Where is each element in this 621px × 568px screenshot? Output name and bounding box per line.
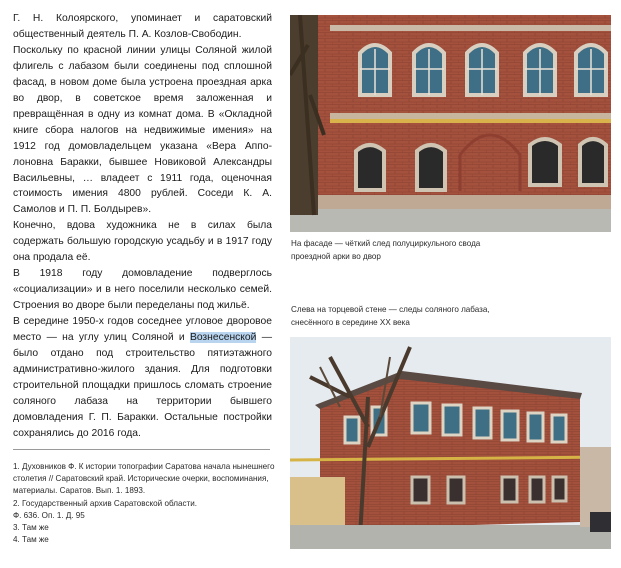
footnote: Ф. 636. Оп. 1. Д. 95 xyxy=(13,510,85,520)
footnote: 4. Там же xyxy=(13,535,49,545)
top-photo-caption: На фасаде — чёткий след полуциркульного свода проездной арки во двор xyxy=(291,239,481,261)
article-body xyxy=(13,11,272,442)
paragraph: Поскольку по красной линии улицы Соляной жилой флигель с лабазом были соединены под сплошной фасад, в новом доме была устроена проездная арка во двор, в советское время заложенная и превращённая в одну из комнат дома. В «Окладной книге сбора налогов на недвижимые имения» на 1912 год домовладельцем указана «Вера Апполоновна Баракки, бывшее Новиковой Александры Васильевны, … владеет с 1911 года, оценочная стоимость имения 4800 рублей. Соседи К. А. Самолов и П. П. Болдырев». xyxy=(13,44,272,216)
facade-photo xyxy=(290,15,611,232)
footnote-divider xyxy=(13,449,270,450)
text-run: В середине 1950-х годов соседнее угловое дворовое место — на углу улиц Соляной и xyxy=(13,316,272,344)
footnotes xyxy=(13,461,275,546)
paragraph xyxy=(13,314,272,442)
selected-text[interactable]: Вознесенской xyxy=(189,332,257,344)
footnote: 1. Духовников Ф. К истории топографии Саратова начала нынешнего столетия // Саратовский край. Исторические очерки, воспоминания, материалы. Саратов. Вып. 1. 1893. xyxy=(13,462,275,496)
paragraph: В 1918 году домовладение подверглось «социализации» и в него поселили несколько семей. Строения во дворе были переделаны под жильё. xyxy=(13,268,272,312)
paragraph: Конечно, вдова художника не в силах была содержать большую городскую усадьбу и в 1917 году она продала её. xyxy=(13,220,272,264)
bottom-photo-caption: Слева на торцевой стене — следы соляного лабаза, снесённого в середине XX века xyxy=(291,305,490,327)
footnote: 3. Там же xyxy=(13,523,49,533)
paragraph: Г. Н. Колоярского, упоминает и саратовский общественный деятель П. А. Козлов-Свободин. xyxy=(13,13,272,40)
corner-photo xyxy=(290,337,611,549)
footnote: 2. Государственный архив Саратовской области. xyxy=(13,498,197,508)
text-run: — было отдано под строительство пятиэтажного административно-жилого здания. Для подготовки строительной площадки пришлось сломать строение соляного лабаза на территории бывшего домовладения Г. П. Баракки. Остальные постройки сохранялись до 2016 года. xyxy=(13,332,272,439)
